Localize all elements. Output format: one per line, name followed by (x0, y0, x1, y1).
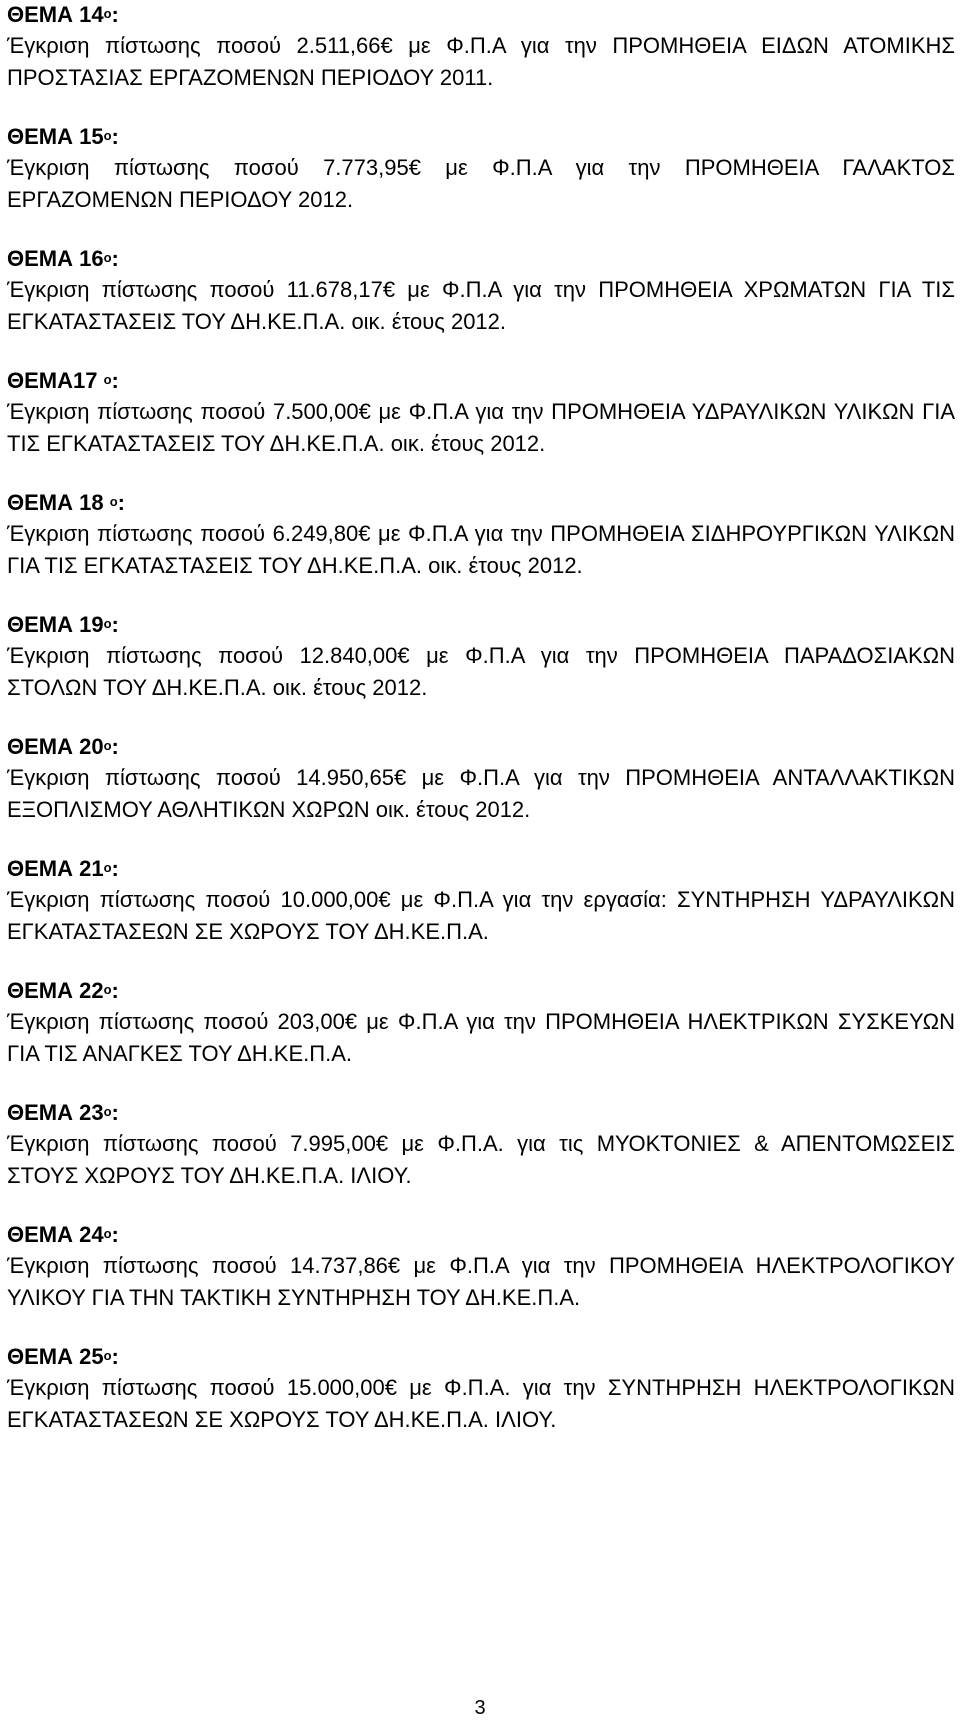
item-heading: ΘΕΜΑ $15^o$: (7, 124, 119, 149)
item-heading: ΘΕΜΑ $14^o$: (7, 2, 119, 27)
item-text: Έγκριση πίστωσης ποσού 203,00€ με Φ.Π.Α για την ΠΡΟΜΗΘΕΙΑ ΗΛΕΚΤΡΙΚΩΝ ΣΥΣΚΕΥΩΝ ΓΙΑ ΤΙΣ ΑΝΑΓΚΕΣ ΤΟΥ ΔΗ.ΚΕ.Π.Α. (7, 1009, 955, 1066)
agenda-item-19 (7, 610, 955, 704)
page-number: 3 (474, 1697, 486, 1719)
item-text: Έγκριση πίστωσης ποσού 10.000,00€ με Φ.Π.Α για την εργασία: ΣΥΝΤΗΡΗΣΗ ΥΔΡΑΥΛΙΚΩΝ ΕΓΚΑΤΑΣΤΑΣΕΩΝ ΣΕ ΧΩΡΟΥΣ ΤΟΥ ΔΗ.ΚΕ.Π.Α. (7, 887, 955, 944)
agenda-item-17 (7, 366, 955, 460)
item-text: Έγκριση πίστωσης ποσού 7.773,95€ με Φ.Π.Α για την ΠΡΟΜΗΘΕΙΑ ΓΑΛΑΚΤΟΣ ΕΡΓΑΖΟΜΕΝΩΝ ΠΕΡΙΟΔΟΥ 2012. (7, 155, 955, 212)
item-heading: ΘΕΜΑ $25^o$: (7, 1344, 119, 1369)
agenda-item-22 (7, 976, 955, 1070)
agenda-item-25 (7, 1342, 955, 1436)
item-heading: ΘΕΜΑ $19^o$: (7, 612, 119, 637)
item-text: Έγκριση πίστωσης ποσού 14.950,65€ με Φ.Π.Α για την ΠΡΟΜΗΘΕΙΑ ΑΝΤΑΛΛΑΚΤΙΚΩΝ ΕΞΟΠΛΙΣΜΟΥ ΑΘΛΗΤΙΚΩΝ ΧΩΡΩΝ οικ. έτους 2012. (7, 765, 955, 822)
item-heading: ΘΕΜΑ $16^o$: (7, 246, 119, 271)
agenda-item-24 (7, 1220, 955, 1314)
item-heading: ΘΕΜΑ17 $^o$: (7, 368, 119, 393)
item-heading: ΘΕΜΑ $24^o$: (7, 1222, 119, 1247)
item-text: Έγκριση πίστωσης ποσού 14.737,86€ με Φ.Π.Α για την ΠΡΟΜΗΘΕΙΑ ΗΛΕΚΤΡΟΛΟΓΙΚΟΥ ΥΛΙΚΟΥ ΓΙΑ ΤΗΝ ΤΑΚΤΙΚΗ ΣΥΝΤΗΡΗΣΗ ΤΟΥ ΔΗ.ΚΕ.Π.Α. (7, 1253, 955, 1310)
agenda-item-20 (7, 732, 955, 826)
item-text: Έγκριση πίστωσης ποσού 15.000,00€ με Φ.Π.Α. για την ΣΥΝΤΗΡΗΣΗ ΗΛΕΚΤΡΟΛΟΓΙΚΩΝ ΕΓΚΑΤΑΣΤΑΣΕΩΝ ΣΕ ΧΩΡΟΥΣ ΤΟΥ ΔΗ.ΚΕ.Π.Α. ΙΛΙΟΥ. (7, 1375, 955, 1432)
item-heading: ΘΕΜΑ $23^o$: (7, 1100, 119, 1125)
item-text: Έγκριση πίστωσης ποσού 2.511,66€ με Φ.Π.Α για την ΠΡΟΜΗΘΕΙΑ ΕΙΔΩΝ ΑΤΟΜΙΚΗΣ ΠΡΟΣΤΑΣΙΑΣ ΕΡΓΑΖΟΜΕΝΩΝ ΠΕΡΙΟΔΟΥ 2011. (7, 33, 955, 90)
document-page (7, 0, 955, 1464)
item-heading: ΘΕΜΑ $20^o$: (7, 734, 119, 759)
agenda-item-21 (7, 854, 955, 948)
item-text: Έγκριση πίστωσης ποσού 7.500,00€ με Φ.Π.Α για την ΠΡΟΜΗΘΕΙΑ ΥΔΡΑΥΛΙΚΩΝ ΥΛΙΚΩΝ ΓΙΑ ΤΙΣ ΕΓΚΑΤΑΣΤΑΣΕΙΣ ΤΟΥ ΔΗ.ΚΕ.Π.Α. οικ. έτους 2012. (7, 399, 955, 456)
agenda-item-23 (7, 1098, 955, 1192)
item-heading: ΘΕΜΑ $22^o$: (7, 978, 119, 1003)
agenda-item-15 (7, 122, 955, 216)
item-heading: ΘΕΜΑ $21^o$: (7, 856, 119, 881)
item-text: Έγκριση πίστωσης ποσού 6.249,80€ με Φ.Π.Α για την ΠΡΟΜΗΘΕΙΑ ΣΙΔΗΡΟΥΡΓΙΚΩΝ ΥΛΙΚΩΝ ΓΙΑ ΤΙΣ ΕΓΚΑΤΑΣΤΑΣΕΙΣ ΤΟΥ ΔΗ.ΚΕ.Π.Α. οικ. έτους 2012. (7, 521, 955, 578)
agenda-item-18 (7, 488, 955, 582)
item-text: Έγκριση πίστωσης ποσού 11.678,17€ με Φ.Π.Α για την ΠΡΟΜΗΘΕΙΑ ΧΡΩΜΑΤΩΝ ΓΙΑ ΤΙΣ ΕΓΚΑΤΑΣΤΑΣΕΙΣ ΤΟΥ ΔΗ.ΚΕ.Π.Α. οικ. έτους 2012. (7, 277, 955, 334)
item-text: Έγκριση πίστωσης ποσού 7.995,00€ με Φ.Π.Α. για τις ΜΥΟΚΤΟΝΙΕΣ & ΑΠΕΝΤΟΜΩΣΕΙΣ ΣΤΟΥΣ ΧΩΡΟΥΣ ΤΟΥ ΔΗ.ΚΕ.Π.Α. ΙΛΙΟΥ. (7, 1131, 955, 1188)
agenda-item-16 (7, 244, 955, 338)
item-heading: ΘΕΜΑ 18 $^o$: (7, 490, 125, 515)
agenda-item-14 (7, 0, 955, 94)
item-text: Έγκριση πίστωσης ποσού 12.840,00€ με Φ.Π.Α για την ΠΡΟΜΗΘΕΙΑ ΠΑΡΑΔΟΣΙΑΚΩΝ ΣΤΟΛΩΝ ΤΟΥ ΔΗ.ΚΕ.Π.Α. οικ. έτους 2012. (7, 643, 955, 700)
